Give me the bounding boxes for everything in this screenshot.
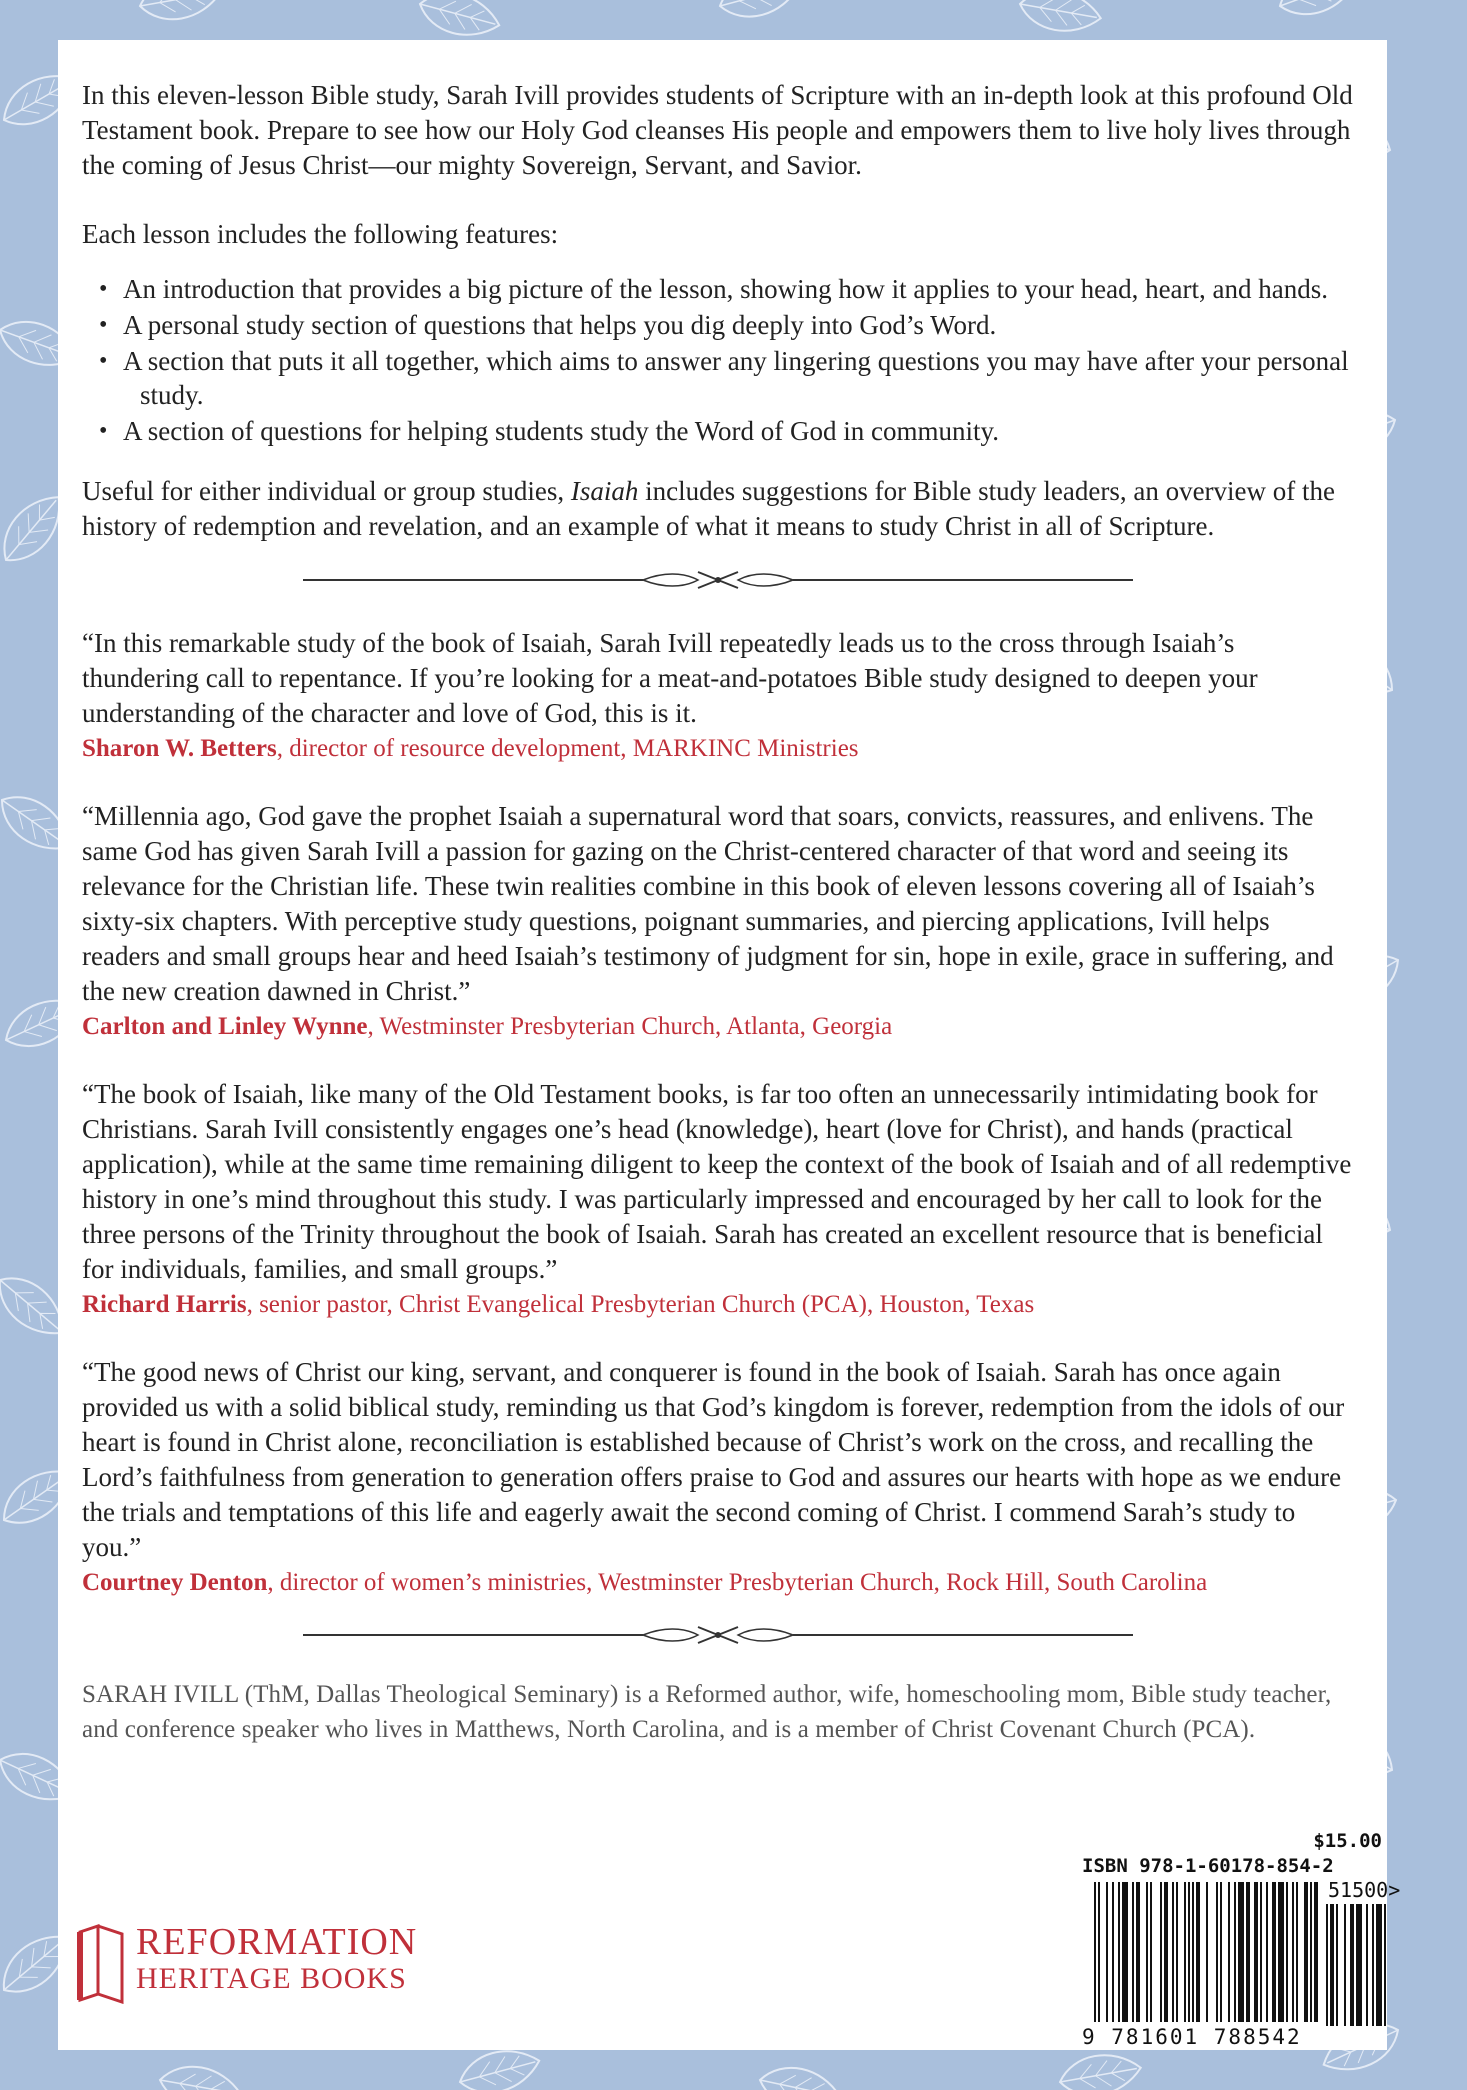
endorser-role: , senior pastor, Christ Evangelical Presbyterian Church (PCA), Houston, Texas	[246, 1291, 1035, 1318]
ean-barcode	[1094, 1882, 1318, 2022]
endorsement-text: “Millennia ago, God gave the prophet Isaiah a supernatural word that soars, convicts, reassures, and enlivens. The same God has given Sarah Ivill a passion for gazing on the Christ-centered character of that word and seeing its relevance for the Christian life. These twin realities combine in this book of eleven lessons covering all of Isaiah’s sixty-six chapters. With perceptive study questions, poignant summaries, and piercing applications, Ivill helps readers and small groups hear and heed Isaiah’s testimony of judgment for sin, hope in exile, grace in suffering, and the new creation dawned in Christ.”	[82, 801, 1334, 1006]
endorsement	[82, 1077, 1353, 1321]
price-label: $15.00	[1313, 1830, 1382, 1852]
endorser-role: , director of women’s ministries, Westminster Presbyterian Church, Rock Hill, South Carolina	[267, 1569, 1208, 1596]
endorsement-attribution	[82, 1566, 1353, 1599]
endorsement	[82, 799, 1353, 1043]
price-addon-barcode	[1326, 1904, 1386, 2026]
endorsement	[82, 1355, 1353, 1599]
ornamental-divider	[303, 568, 1133, 592]
endorser-name: Courtney Denton	[82, 1569, 268, 1596]
endorsement-text: “The book of Isaiah, like many of the Old Testament books, is far too often an unnecessarily intimidating book for Christians. Sarah Ivill consistently engages one’s head (knowledge), heart (love for Christ), and hands (practical application), while at the same time remaining diligent to keep the context of the book of Isaiah and of all redemptive history in one’s mind throughout this study. I was particularly impressed and encouraged by her call to look for the three persons of the Trinity throughout the book of Isaiah. Sarah has created an excellent resource that is beneficial for individuals, families, and small groups.”	[82, 1079, 1352, 1284]
feature-item: • A section of questions for helping students study the Word of God in community.	[82, 414, 1353, 448]
endorser-name: Richard Harris	[82, 1291, 247, 1318]
ean-digits: 9 781601 788542	[1082, 2025, 1302, 2049]
isbn-label: ISBN 978-1-60178-854-2	[1082, 1855, 1334, 1877]
endorser-role: , Westminster Presbyterian Church, Atlanta, Georgia	[367, 1013, 893, 1040]
endorsement-attribution	[82, 1010, 1353, 1043]
back-cover-panel	[58, 40, 1401, 2050]
publisher-logo	[76, 1920, 546, 2020]
endorsement	[82, 626, 1353, 765]
publisher-name-line1: REFORMATION	[136, 1921, 418, 1963]
intro-paragraph: In this eleven-lesson Bible study, Sarah Ivill provides students of Scripture with an in-depth look at this profound Old Testament book. Prepare to see how our Holy God cleanses His people and empowers them to live holy lives through the coming of Jesus Christ—our mighty Sovereign, Servant, and Savior.	[82, 80, 1353, 180]
summary-text-after: includes suggestions for Bible study leaders, an overview of the history of redemption and revelation, and an example of what it means to study Christ in all of Scripture.	[82, 476, 1336, 541]
features-lead: Each lesson includes the following features:	[82, 219, 559, 249]
features-list	[82, 272, 1353, 448]
book-title: Isaiah	[570, 476, 639, 506]
publisher-name-line2: HERITAGE BOOKS	[136, 1962, 407, 1995]
endorsement-attribution	[82, 732, 1353, 765]
endorser-name: Sharon W. Betters	[82, 735, 277, 762]
feature-item: • An introduction that provides a big picture of the lesson, showing how it applies to your head, heart, and hands.	[82, 272, 1353, 306]
feature-item: • A personal study section of questions that helps you dig deeply into God’s Word.	[82, 308, 1353, 342]
author-bio: SARAH IVILL (ThM, Dallas Theological Seminary) is a Reformed author, wife, homeschooling mom, Bible study teacher, and conference speaker who lives in Matthews, North Carolina, and is a member of Christ Covenant Church (PCA).	[82, 1681, 1332, 1743]
open-book-icon	[76, 1924, 126, 2004]
endorsement-attribution	[82, 1288, 1353, 1321]
endorser-name: Carlton and Linley Wynne	[82, 1013, 368, 1040]
endorsement-text: “The good news of Christ our king, servant, and conquerer is found in the book of Isaiah. Sarah has once again provided us with a solid biblical study, reminding us that God’s kingdom is forever, redemption from the idols of our heart is found in Christ alone, reconciliation is established because of Christ’s work on the cross, and recalling the Lord’s faithfulness from generation to generation offers praise to God and assures our hearts with hope as we endure the trials and temptations of this life and eagerly await the second coming of Christ. I commend Sarah’s study to you.”	[82, 1357, 1345, 1562]
feature-item: • A section that puts it all together, which aims to answer any lingering questions you may have after your personal study.	[82, 344, 1353, 412]
summary-text-before: Useful for either individual or group studies,	[82, 476, 571, 506]
ornamental-divider	[303, 1623, 1133, 1647]
barcode-block	[1082, 1830, 1401, 2049]
addon-number: 51500>	[1328, 1878, 1401, 1902]
summary-paragraph	[82, 474, 1353, 544]
endorser-role: , director of resource development, MARKINC Ministries	[276, 735, 859, 762]
endorsement-text: “In this remarkable study of the book of Isaiah, Sarah Ivill repeatedly leads us to the cross through Isaiah’s thundering call to repentance. If you’re looking for a meat-and-potatoes Bible study designed to deepen your understanding of the character and love of God, this is it.	[82, 628, 1258, 728]
